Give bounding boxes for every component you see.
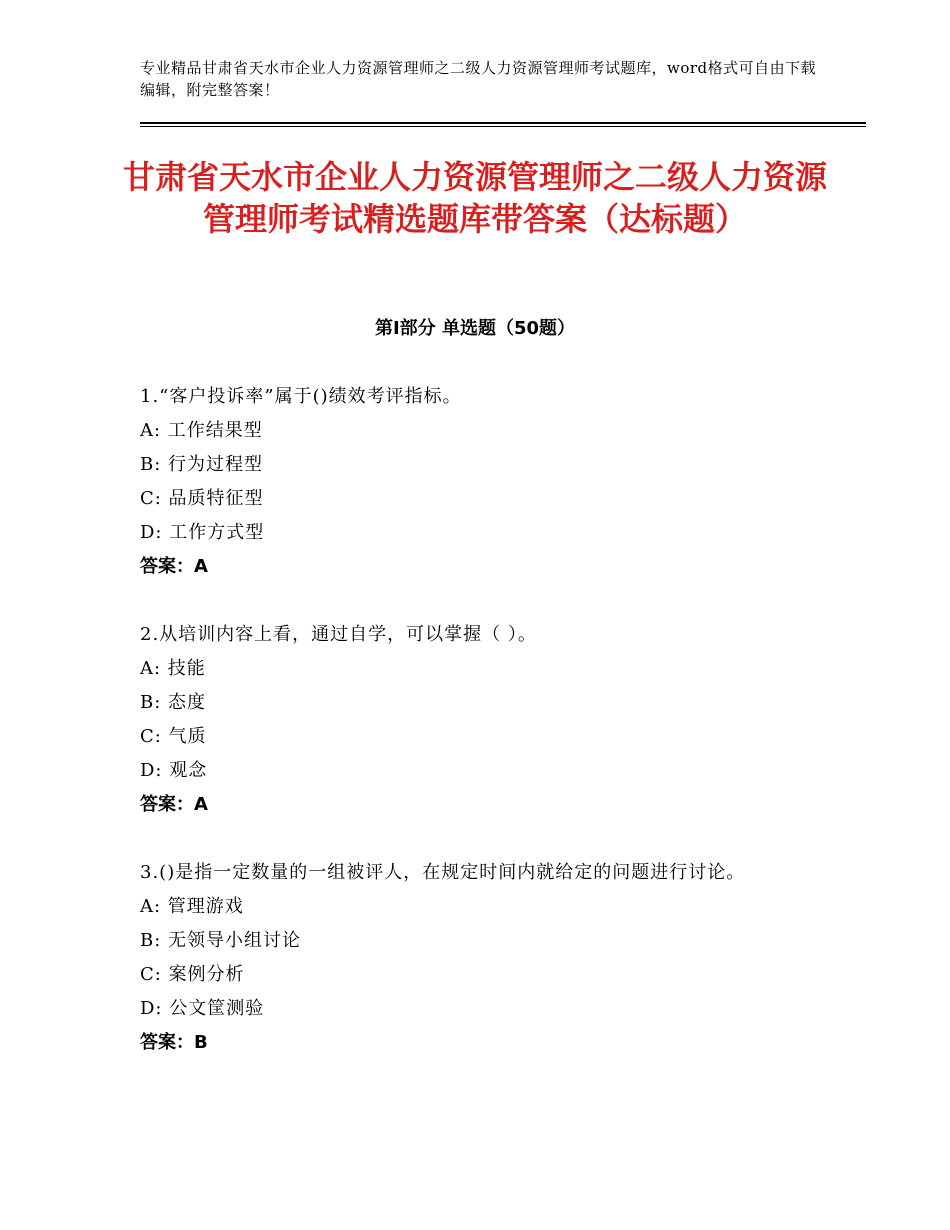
option-b: B: 行为过程型 [140,454,264,475]
option-b: B: 无领导小组讨论 [140,930,302,951]
document-title: 甘肃省天水市企业人力资源管理师之二级人力资源管理师考试精选题库带答案（达标题） [122,158,827,238]
question-2 [140,618,820,822]
section-title: 第Ⅰ部分 单选题（50题） [374,318,575,339]
option-c: C: 品质特征型 [140,488,264,509]
option-d: D: 公文筐测验 [140,998,265,1019]
answer-label: 答案：A [140,556,208,577]
option-d: D: 工作方式型 [140,522,265,543]
option-a: A: 技能 [140,658,206,679]
question-stem: 3.()是指一定数量的一组被评人，在规定时间内就给定的问题进行讨论。 [140,862,746,883]
answer-label: 答案：B [140,1032,208,1053]
answer-label: 答案：A [140,794,208,815]
question-stem: 1.“客户投诉率”属于()绩效考评指标。 [140,386,462,407]
header-note: 专业精品甘肃省天水市企业人力资源管理师之二级人力资源管理师考试题库，word格式可自由下载编辑，附完整答案！ [140,59,817,99]
option-a: A: 管理游戏 [140,896,244,917]
option-a: A: 工作结果型 [140,420,263,441]
header-rule-thin [140,126,866,127]
question-stem: 2.从培训内容上看，通过自学，可以掌握（ ）。 [140,624,537,645]
option-d: D: 观念 [140,760,208,781]
option-c: C: 案例分析 [140,964,245,985]
question-1 [140,380,820,584]
header-rule-thick [140,122,866,124]
option-c: C: 气质 [140,726,207,747]
option-b: B: 态度 [140,692,207,713]
question-list [140,380,820,1094]
question-3 [140,856,820,1060]
